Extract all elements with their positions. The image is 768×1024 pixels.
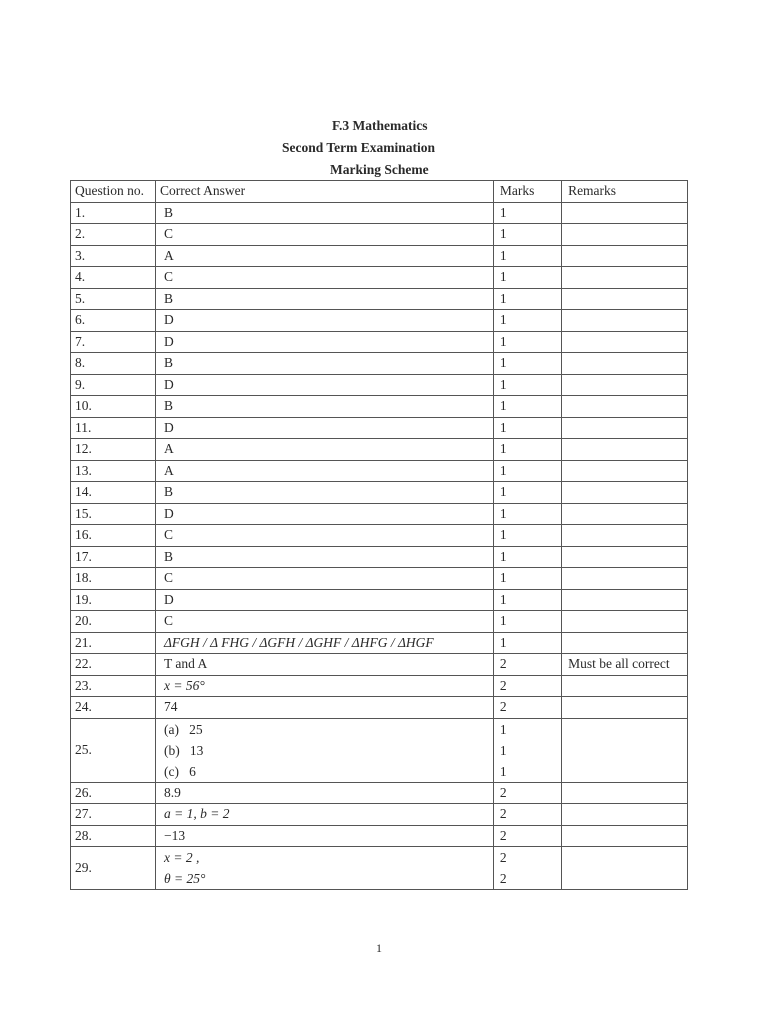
marks-part: 1 — [499, 742, 507, 758]
remarks — [562, 611, 688, 633]
marks: 1 — [493, 353, 561, 375]
column-header-marks: Marks — [493, 181, 561, 203]
question-number: 13. — [71, 460, 156, 482]
table-row — [71, 310, 688, 332]
table-row — [71, 589, 688, 611]
question-number: 1. — [71, 202, 156, 224]
question-number: 10. — [71, 396, 156, 418]
question-number: 27. — [71, 804, 156, 826]
remarks — [562, 847, 688, 890]
question-number: 11. — [71, 417, 156, 439]
marks: 1 — [493, 310, 561, 332]
question-number: 9. — [71, 374, 156, 396]
remarks — [562, 718, 688, 782]
remarks: Must be all correct — [562, 654, 688, 676]
answer-part: (c) 6 — [163, 763, 196, 779]
question-number: 28. — [71, 825, 156, 847]
question-number: 7. — [71, 331, 156, 353]
marks: 2 — [493, 675, 561, 697]
correct-answer: D — [155, 374, 493, 396]
table-row — [71, 654, 688, 676]
correct-answer — [155, 718, 493, 782]
table-row — [71, 503, 688, 525]
question-number: 16. — [71, 525, 156, 547]
marks: 1 — [493, 267, 561, 289]
title-marking-scheme: Marking Scheme — [330, 162, 429, 177]
title-subject: F.3 Mathematics — [332, 118, 428, 133]
table-row — [71, 353, 688, 375]
marks — [493, 718, 561, 782]
table-row — [71, 396, 688, 418]
column-header-remarks: Remarks — [562, 181, 688, 203]
remarks — [562, 267, 688, 289]
marks: 1 — [493, 374, 561, 396]
answer-part: (a) 25 — [163, 721, 203, 737]
marks: 1 — [493, 611, 561, 633]
question-number: 29. — [71, 847, 156, 890]
remarks — [562, 503, 688, 525]
remarks — [562, 675, 688, 697]
remarks — [562, 546, 688, 568]
table-row — [71, 825, 688, 847]
correct-answer: −13 — [155, 825, 493, 847]
question-number: 18. — [71, 568, 156, 590]
question-number: 17. — [71, 546, 156, 568]
question-number: 2. — [71, 224, 156, 246]
marks: 1 — [493, 288, 561, 310]
correct-answer: D — [155, 503, 493, 525]
table-row — [71, 697, 688, 719]
correct-answer: a = 1, b = 2 — [155, 804, 493, 826]
correct-answer: D — [155, 310, 493, 332]
remarks — [562, 331, 688, 353]
marks-part: 1 — [499, 721, 507, 737]
table-row — [71, 804, 688, 826]
remarks — [562, 202, 688, 224]
correct-answer: D — [155, 589, 493, 611]
marks: 1 — [493, 202, 561, 224]
table-row — [71, 460, 688, 482]
remarks — [562, 310, 688, 332]
question-number: 23. — [71, 675, 156, 697]
marks: 1 — [493, 568, 561, 590]
marks: 2 — [493, 825, 561, 847]
correct-answer: 8.9 — [155, 782, 493, 804]
correct-answer: C — [155, 267, 493, 289]
question-number: 21. — [71, 632, 156, 654]
correct-answer: B — [155, 396, 493, 418]
marks: 1 — [493, 417, 561, 439]
remarks — [562, 632, 688, 654]
correct-answer: D — [155, 331, 493, 353]
answer-part: (b) 13 — [163, 742, 204, 758]
marks: 1 — [493, 331, 561, 353]
remarks — [562, 825, 688, 847]
table-row — [71, 288, 688, 310]
question-number: 6. — [71, 310, 156, 332]
marks: 2 — [493, 782, 561, 804]
marks: 1 — [493, 245, 561, 267]
table-row — [71, 718, 688, 782]
remarks — [562, 568, 688, 590]
correct-answer: A — [155, 439, 493, 461]
table-row — [71, 417, 688, 439]
correct-answer: ΔFGH / Δ FHG / ΔGFH / ΔGHF / ΔHFG / ΔHGF — [155, 632, 493, 654]
correct-answer: B — [155, 353, 493, 375]
correct-answer: C — [155, 611, 493, 633]
correct-answer: T and A — [155, 654, 493, 676]
table-row — [71, 267, 688, 289]
marks: 2 — [493, 697, 561, 719]
correct-answer: B — [155, 202, 493, 224]
correct-answer: B — [155, 546, 493, 568]
marks: 2 — [493, 804, 561, 826]
remarks — [562, 353, 688, 375]
question-number: 26. — [71, 782, 156, 804]
correct-answer: D — [155, 417, 493, 439]
marks: 1 — [493, 224, 561, 246]
table-row — [71, 525, 688, 547]
table-row — [71, 439, 688, 461]
question-number: 4. — [71, 267, 156, 289]
table-header-row — [71, 181, 688, 203]
column-header-question: Question no. — [71, 181, 156, 203]
answer-part: θ = 25° — [163, 871, 206, 886]
question-number: 14. — [71, 482, 156, 504]
marks-part: 2 — [499, 850, 507, 865]
marks: 1 — [493, 460, 561, 482]
marks-part: 1 — [499, 763, 507, 779]
table-row — [71, 675, 688, 697]
marks-part: 2 — [499, 871, 507, 886]
table-row — [71, 782, 688, 804]
remarks — [562, 245, 688, 267]
table-row — [71, 847, 688, 890]
table-row — [71, 632, 688, 654]
marks: 1 — [493, 482, 561, 504]
correct-answer: C — [155, 568, 493, 590]
table-row — [71, 245, 688, 267]
answer-part: x = 2 , — [163, 850, 200, 865]
table-row — [71, 224, 688, 246]
title-exam: Second Term Examination — [282, 140, 436, 155]
question-number: 8. — [71, 353, 156, 375]
question-number: 12. — [71, 439, 156, 461]
marks: 1 — [493, 503, 561, 525]
remarks — [562, 782, 688, 804]
marks: 2 — [493, 654, 561, 676]
correct-answer: 74 — [155, 697, 493, 719]
correct-answer: C — [155, 224, 493, 246]
remarks — [562, 460, 688, 482]
table-row — [71, 546, 688, 568]
remarks — [562, 482, 688, 504]
marks: 1 — [493, 546, 561, 568]
remarks — [562, 224, 688, 246]
marks — [493, 847, 561, 890]
table-row — [71, 482, 688, 504]
remarks — [562, 697, 688, 719]
table-row — [71, 568, 688, 590]
correct-answer: B — [155, 288, 493, 310]
question-number: 25. — [71, 718, 156, 782]
remarks — [562, 396, 688, 418]
remarks — [562, 439, 688, 461]
correct-answer: A — [155, 460, 493, 482]
remarks — [562, 589, 688, 611]
correct-answer: A — [155, 245, 493, 267]
question-number: 3. — [71, 245, 156, 267]
correct-answer: C — [155, 525, 493, 547]
marking-scheme-table — [70, 180, 688, 890]
remarks — [562, 288, 688, 310]
table-row — [71, 374, 688, 396]
question-number: 22. — [71, 654, 156, 676]
remarks — [562, 525, 688, 547]
table-row — [71, 331, 688, 353]
remarks — [562, 804, 688, 826]
table-row — [71, 611, 688, 633]
marks: 1 — [493, 439, 561, 461]
marks: 1 — [493, 396, 561, 418]
marks: 1 — [493, 525, 561, 547]
marks: 1 — [493, 589, 561, 611]
question-number: 5. — [71, 288, 156, 310]
question-number: 15. — [71, 503, 156, 525]
marks: 1 — [493, 632, 561, 654]
question-number: 24. — [71, 697, 156, 719]
question-number: 20. — [71, 611, 156, 633]
remarks — [562, 374, 688, 396]
correct-answer: B — [155, 482, 493, 504]
question-number: 19. — [71, 589, 156, 611]
table-row — [71, 202, 688, 224]
page-number: 1 — [376, 941, 382, 955]
correct-answer: x = 56° — [155, 675, 493, 697]
column-header-answer: Correct Answer — [155, 181, 493, 203]
correct-answer — [155, 847, 493, 890]
remarks — [562, 417, 688, 439]
